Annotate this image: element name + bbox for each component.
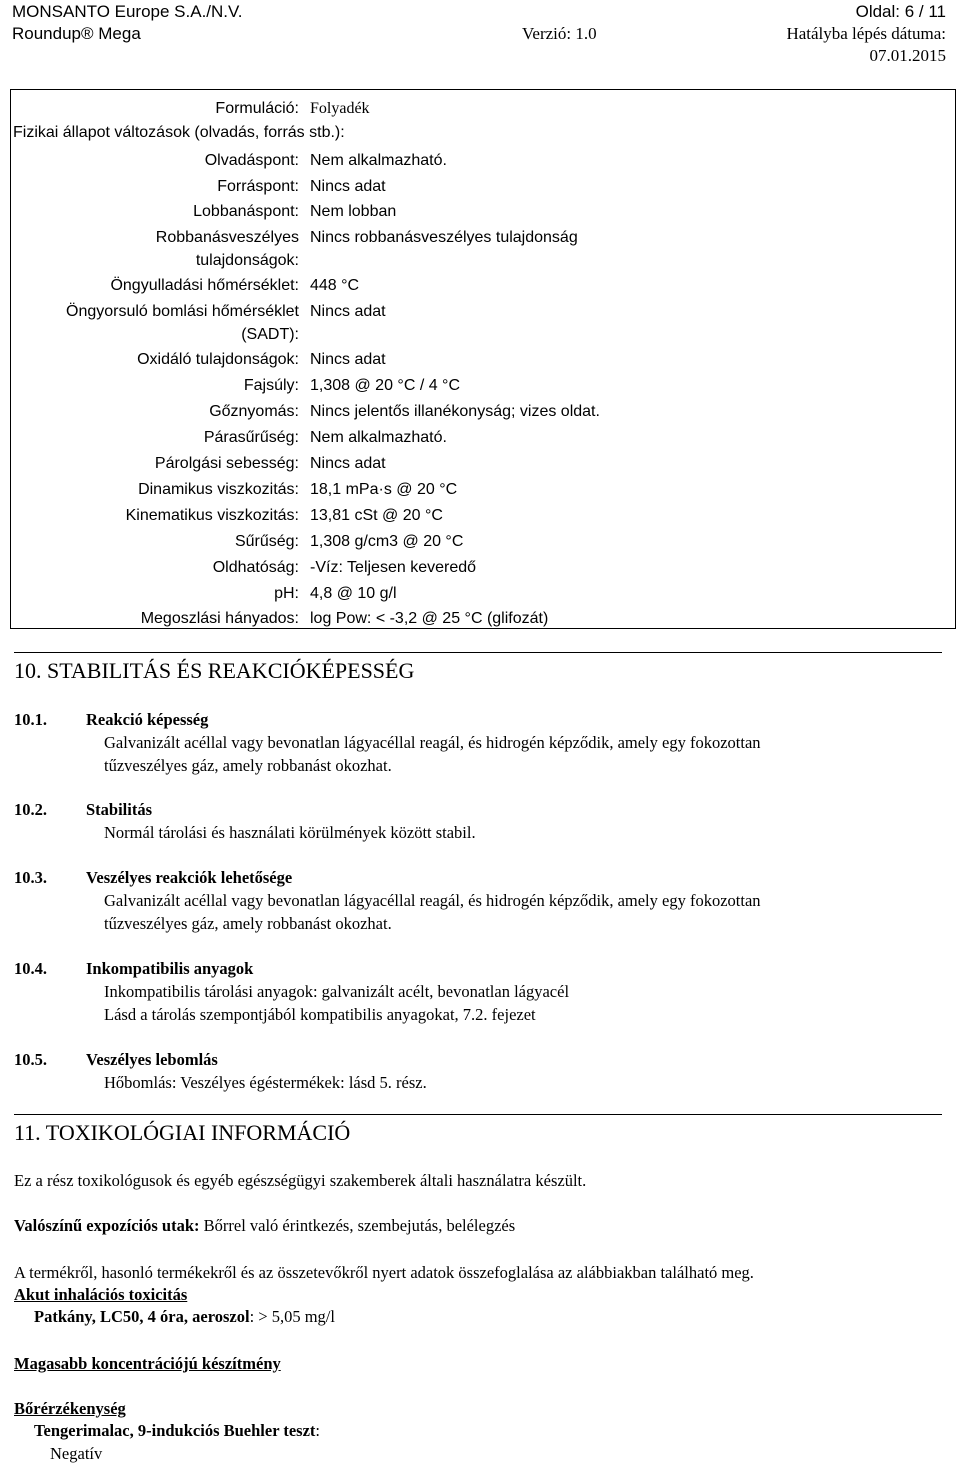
prop-value: Nem alkalmazható. bbox=[310, 429, 447, 446]
concentrated-title: Magasabb koncentrációjú készítmény bbox=[14, 1354, 281, 1373]
body-line: Inkompatibilis tárolási anyagok: galvanizált acélt, bevonatlan lágyacél bbox=[104, 982, 570, 1001]
prop-value: Nincs adat bbox=[310, 455, 386, 472]
header-line-3 bbox=[12, 46, 946, 68]
prop-label: Megoszlási hányados: bbox=[140, 610, 299, 627]
skin-sensitization-test bbox=[34, 1420, 960, 1442]
prop-value: -Víz: Teljesen keveredő bbox=[310, 559, 477, 576]
page-number: Oldal: 6 / 11 bbox=[855, 2, 946, 21]
acute-inhalation-title: Akut inhalációs toxicitás bbox=[14, 1285, 188, 1304]
acute-inhalation-value: : > 5,05 mg/l bbox=[249, 1307, 335, 1326]
exposure-value: Bőrrel való érintkezés, szembejutás, belélegzés bbox=[199, 1216, 516, 1235]
company-name: MONSANTO Europe S.A./N.V. bbox=[12, 2, 243, 21]
skin-sensitization-title: Bőrérzékenység bbox=[14, 1399, 126, 1418]
prop-value: 1,308 g/cm3 @ 20 °C bbox=[310, 533, 464, 550]
prop-label: pH: bbox=[274, 585, 299, 602]
prop-value: Nincs adat bbox=[310, 351, 386, 368]
prop-label: Fizikai állapot változások (olvadás, forrás stb.): bbox=[13, 124, 345, 141]
subsection-body bbox=[104, 1071, 944, 1094]
body-line: tűzveszélyes gáz, amely robbanást okozhat. bbox=[104, 914, 392, 933]
prop-value: 4,8 @ 10 g/l bbox=[310, 585, 397, 602]
effective-date: 07.01.2015 bbox=[869, 46, 946, 65]
subsection-number: 10.2. bbox=[14, 800, 47, 819]
version: Verzió: 1.0 bbox=[522, 24, 597, 43]
physical-properties-table bbox=[10, 89, 956, 629]
prop-label: tulajdonságok: bbox=[195, 252, 299, 269]
prop-label: Oldhatóság: bbox=[212, 559, 299, 576]
section-11-title: 11. TOXIKOLÓGIAI INFORMÁCIÓ bbox=[14, 1120, 351, 1145]
prop-label: Formuláció: bbox=[215, 100, 299, 117]
prop-label: Robbanásveszélyes bbox=[155, 229, 299, 246]
prop-label: Kinematikus viszkozitás: bbox=[125, 507, 299, 524]
prop-value: Nincs robbanásveszélyes tulajdonság bbox=[310, 229, 578, 246]
subsection-title: Stabilitás bbox=[86, 800, 153, 819]
prop-label: (SADT): bbox=[241, 326, 299, 343]
subsection-title: Reakció képesség bbox=[86, 710, 209, 729]
body-line: tűzveszélyes gáz, amely robbanást okozhat. bbox=[104, 756, 392, 775]
prop-label: Lobbanáspont: bbox=[193, 203, 299, 220]
prop-value: 448 °C bbox=[310, 277, 360, 294]
page-header bbox=[0, 0, 960, 68]
body-line: Hőbomlás: Veszélyes égéstermékek: lásd 5. rész. bbox=[104, 1073, 427, 1092]
prop-value: 13,81 cSt @ 20 °C bbox=[310, 507, 443, 524]
prop-value: Nincs adat bbox=[310, 178, 386, 195]
subsection-body bbox=[104, 889, 944, 935]
subsection-title: Inkompatibilis anyagok bbox=[86, 959, 254, 978]
header-line-1 bbox=[12, 2, 946, 24]
prop-value: Nem lobban bbox=[310, 203, 397, 220]
skin-sensitization-label: Tengerimalac, 9-indukciós Buehler teszt bbox=[34, 1421, 316, 1440]
exposure-routes bbox=[14, 1215, 944, 1237]
subsection-body bbox=[104, 821, 944, 844]
prop-value: Nincs adat bbox=[310, 303, 386, 320]
subsection-number: 10.4. bbox=[14, 959, 47, 978]
subsection-number: 10.5. bbox=[14, 1050, 47, 1069]
body-line: Lásd a tárolás szempontjából kompatibilis anyagokat, 7.2. fejezet bbox=[104, 1005, 536, 1024]
skin-sensitization-result: Negatív bbox=[50, 1444, 103, 1463]
prop-value: Folyadék bbox=[310, 100, 370, 117]
prop-label: Olvadáspont: bbox=[204, 152, 299, 169]
prop-value: 18,1 mPa·s @ 20 °C bbox=[310, 481, 458, 498]
prop-label: Sűrűség: bbox=[234, 533, 299, 550]
prop-value: Nem alkalmazható. bbox=[310, 152, 447, 169]
concentrated-heading bbox=[14, 1353, 944, 1375]
subsection-title: Veszélyes lebomlás bbox=[86, 1050, 218, 1069]
skin-sensitization-colon: : bbox=[315, 1421, 321, 1440]
prop-label: Dinamikus viszkozitás: bbox=[138, 481, 299, 498]
prop-label: Fajsúly: bbox=[243, 377, 299, 394]
tox-intro: Ez a rész toxikológusok és egyéb egészségügyi szakemberek általi használatra készült. bbox=[14, 1171, 587, 1190]
section-divider bbox=[14, 1114, 942, 1115]
body-line: Galvanizált acéllal vagy bevonatlan lágyacéllal reagál, és hidrogén képződik, amely egy fokozottan bbox=[104, 733, 761, 752]
effective-label: Hatályba lépés dátuma: bbox=[786, 24, 946, 43]
subsection-title: Veszélyes reakciók lehetősége bbox=[86, 868, 293, 887]
prop-label: Öngyorsuló bomlási hőmérséklet bbox=[66, 303, 299, 320]
exposure-label: Valószínű expozíciós utak: bbox=[14, 1216, 200, 1235]
subsection-body bbox=[104, 731, 944, 777]
prop-value: Nincs jelentős illanékonyság; vizes oldat. bbox=[310, 403, 600, 420]
prop-label: Gőznyomás: bbox=[209, 403, 299, 420]
acute-inhalation-heading bbox=[14, 1284, 944, 1306]
subsection-body bbox=[104, 980, 944, 1026]
body-line: Normál tárolási és használati körülmények között stabil. bbox=[104, 823, 476, 842]
acute-inhalation-result bbox=[34, 1306, 960, 1328]
acute-inhalation-label: Patkány, LC50, 4 óra, aeroszol bbox=[34, 1307, 250, 1326]
subsection-number: 10.3. bbox=[14, 868, 47, 887]
prop-value: log Pow: < -3,2 @ 25 °C (glifozát) bbox=[310, 610, 549, 627]
prop-label: Párolgási sebesség: bbox=[154, 455, 299, 472]
skin-sensitization-heading bbox=[14, 1398, 944, 1420]
section-divider bbox=[14, 652, 942, 653]
data-summary: A termékről, hasonló termékekről és az összetevőkről nyert adatok összefoglalása az alábbiakban található meg. bbox=[14, 1263, 754, 1282]
prop-label: Öngyulladási hőmérséklet: bbox=[110, 277, 299, 294]
header-line-2 bbox=[12, 24, 946, 46]
prop-label: Oxidáló tulajdonságok: bbox=[137, 351, 299, 368]
subsection-number: 10.1. bbox=[14, 710, 47, 729]
prop-value: 1,308 @ 20 °C / 4 °C bbox=[310, 377, 460, 394]
body-line: Galvanizált acéllal vagy bevonatlan lágyacéllal reagál, és hidrogén képződik, amely egy fokozottan bbox=[104, 891, 761, 910]
prop-label: Forráspont: bbox=[217, 178, 299, 195]
product-name: Roundup® Mega bbox=[12, 24, 141, 43]
prop-label: Párasűrűség: bbox=[203, 429, 299, 446]
section-10-title: 10. STABILITÁS ÉS REAKCIÓKÉPESSÉG bbox=[14, 658, 415, 683]
